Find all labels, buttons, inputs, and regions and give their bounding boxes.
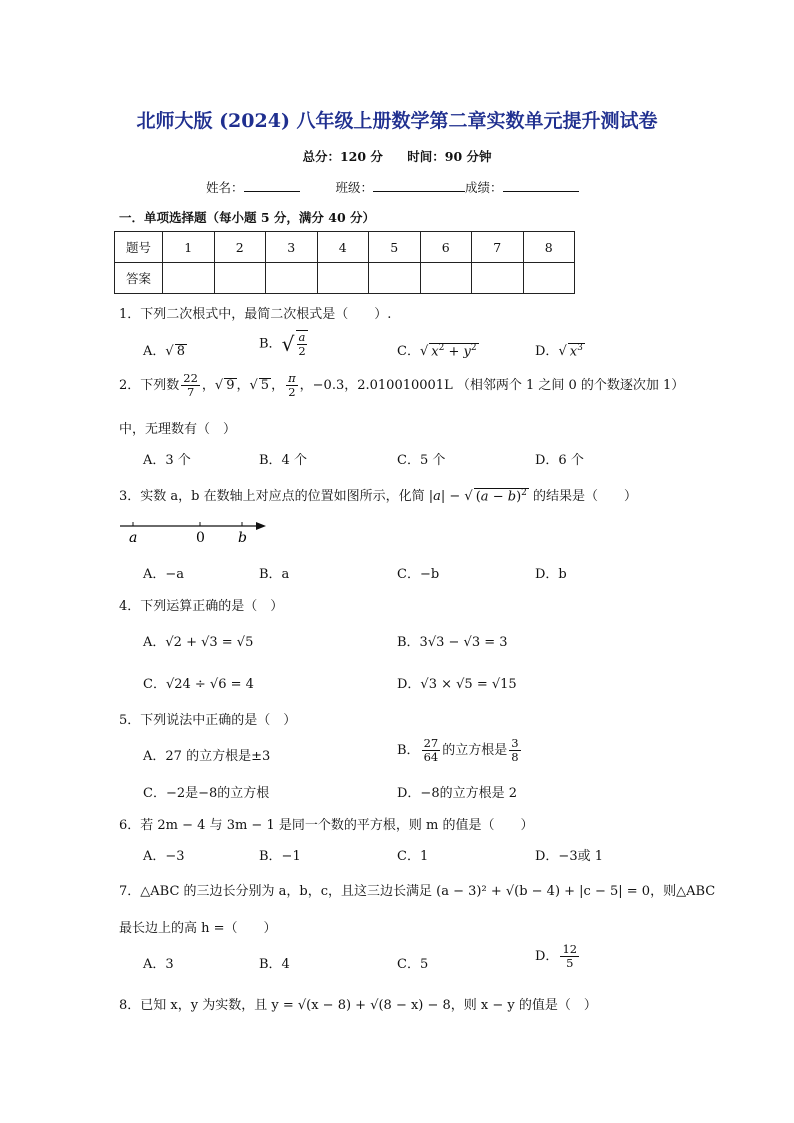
q1-option-d: D．√ $x^3$ <box>535 342 583 359</box>
q3-option-a: A．−a <box>143 567 185 582</box>
q5-option-c: C．−2是−8的立方根 <box>143 786 270 801</box>
table-row <box>115 263 575 294</box>
page-title: 北师大版 (2024) 八年级上册数学第二章实数单元提升测试卷 <box>136 110 658 132</box>
question-7-cont: 最长边上的高 h =（ ） <box>119 921 277 936</box>
q2-option-a: A．3 个 <box>143 453 191 468</box>
label-0: 0 <box>196 530 205 546</box>
q3-stem-a: 3．实数 a，b 在数轴上对应点的位置如图所示，化简 <box>119 489 425 504</box>
question-7: 7．△ABC 的三边长分别为 a，b，c，且这三边长满足 (a − 3)² + √(b − 4) + |c − 5| = 0，则△ABC <box>119 884 716 899</box>
q3-option-d: D．b <box>535 567 567 582</box>
q4-option-c: C．√24 ÷ √6 = 4 <box>143 677 254 692</box>
score-label: 成绩： <box>465 180 503 195</box>
answer-cell[interactable] <box>523 263 575 294</box>
q6-option-b: B．−1 <box>259 849 301 864</box>
q7-option-d: D． $\frac{12}{5}$ <box>535 942 578 971</box>
answer-cell[interactable] <box>472 263 524 294</box>
option-label: D． <box>535 949 559 965</box>
q7-option-c: C．5 <box>397 957 429 972</box>
table-cell: 4 <box>317 232 369 263</box>
q5-b-text: 的立方根是 <box>442 743 508 759</box>
class-label: 班级： <box>335 180 373 195</box>
table-cell: 6 <box>420 232 472 263</box>
question-5: 5．下列说法中正确的是（ ） <box>119 713 297 728</box>
q2-option-b: B．4 个 <box>259 453 307 468</box>
q3-stem-b: 的结果是（ ） <box>533 489 638 504</box>
class-blank[interactable] <box>373 179 465 192</box>
total-score: 总分：120 分 <box>302 149 383 164</box>
table-cell: 7 <box>472 232 524 263</box>
q7-option-b: B．4 <box>259 957 290 972</box>
answer-table <box>114 231 575 294</box>
question-4: 4．下列运算正确的是（ ） <box>119 599 284 614</box>
q2-stem-b: ，−0.3，2.010010001L （相邻两个 1 之间 0 的个数逐次加 1） <box>299 378 685 394</box>
q6-option-a: A．−3 <box>143 849 185 864</box>
number-line-diagram <box>118 516 268 548</box>
row-label: 题号 <box>115 232 163 263</box>
score-blank[interactable] <box>503 179 579 192</box>
q4-option-a: A．√2 + √3 = √5 <box>143 635 254 650</box>
answer-cell[interactable] <box>317 263 369 294</box>
question-1: 1．下列二次根式中，最简二次根式是（ ）. <box>119 307 392 322</box>
question-2: 2．下列数 $\frac{22}{7}$ ，√ 9 ，√ 5 ， $\frac{\pi}{2}$ ，−0.3，2.010010001L （相邻两个 1 之间 0 的个数逐次加 1） <box>119 371 685 400</box>
axis-arrow <box>256 522 266 530</box>
option-label: D． <box>535 344 559 359</box>
option-label: B． <box>259 336 282 352</box>
answer-cell[interactable] <box>420 263 472 294</box>
q5-option-d: D．−8的立方根是 2 <box>397 786 517 801</box>
row-label: 答案 <box>115 263 163 294</box>
exam-meta <box>0 147 794 165</box>
q2-option-c: C．5 个 <box>397 453 446 468</box>
table-cell: 1 <box>163 232 215 263</box>
q2-stem-a: 2．下列数 <box>119 378 180 394</box>
table-cell: 3 <box>266 232 318 263</box>
question-6: 6．若 2m − 4 与 3m − 1 是同一个数的平方根，则 m 的值是（ ） <box>119 818 534 833</box>
option-label: C． <box>397 344 420 359</box>
table-row <box>115 232 575 263</box>
table-cell: 8 <box>523 232 575 263</box>
name-blank[interactable] <box>244 179 300 192</box>
section-heading: 一．单项选择题（每小题 5 分，满分 40 分） <box>119 210 376 225</box>
exam-time: 时间：90 分钟 <box>407 149 492 164</box>
q1-option-b: B．√ $\frac{a}{2}$ <box>259 330 306 359</box>
answer-cell[interactable] <box>163 263 215 294</box>
answer-cell[interactable] <box>266 263 318 294</box>
q1-option-a: A．√ 8 <box>143 344 185 359</box>
question-8: 8．已知 x，y 为实数，且 y = √(x − 8) + √(8 − x) − 8，则 x − y 的值是（ ） <box>119 998 597 1013</box>
q3-option-b: B．a <box>259 567 290 582</box>
q5-option-a: A．27 的立方根是±3 <box>143 749 271 764</box>
option-label: A． <box>143 344 166 359</box>
name-label: 姓名： <box>206 180 244 195</box>
q2-option-d: D．6 个 <box>535 453 584 468</box>
q4-option-d: D．√3 × √5 = √15 <box>397 677 517 692</box>
question-3: 3．实数 a，b 在数轴上对应点的位置如图所示，化简 |a| − √ $(a - b)^2$ 的结果是（ ） <box>119 487 638 504</box>
answer-cell[interactable] <box>214 263 266 294</box>
q4-option-b: B．3√3 − √3 = 3 <box>397 635 508 650</box>
answer-cell[interactable] <box>369 263 421 294</box>
q1-option-c: C．√ $x^2 + y^2$ <box>397 342 477 359</box>
q3-option-c: C．−b <box>397 567 440 582</box>
table-cell: 2 <box>214 232 266 263</box>
q7-option-a: A．3 <box>143 957 174 972</box>
student-info <box>206 178 579 196</box>
label-b: b <box>238 530 247 546</box>
q5-option-b: B． $\frac{27}{64}$ 的立方根是 $\frac{3}{8}$ <box>397 736 519 765</box>
label-a: a <box>129 530 138 546</box>
table-cell: 5 <box>369 232 421 263</box>
question-2-cont: 中，无理数有（ ） <box>119 422 237 437</box>
q6-option-c: C．1 <box>397 849 429 864</box>
q6-option-d: D．−3或 1 <box>535 849 603 864</box>
option-label: B． <box>397 743 420 759</box>
